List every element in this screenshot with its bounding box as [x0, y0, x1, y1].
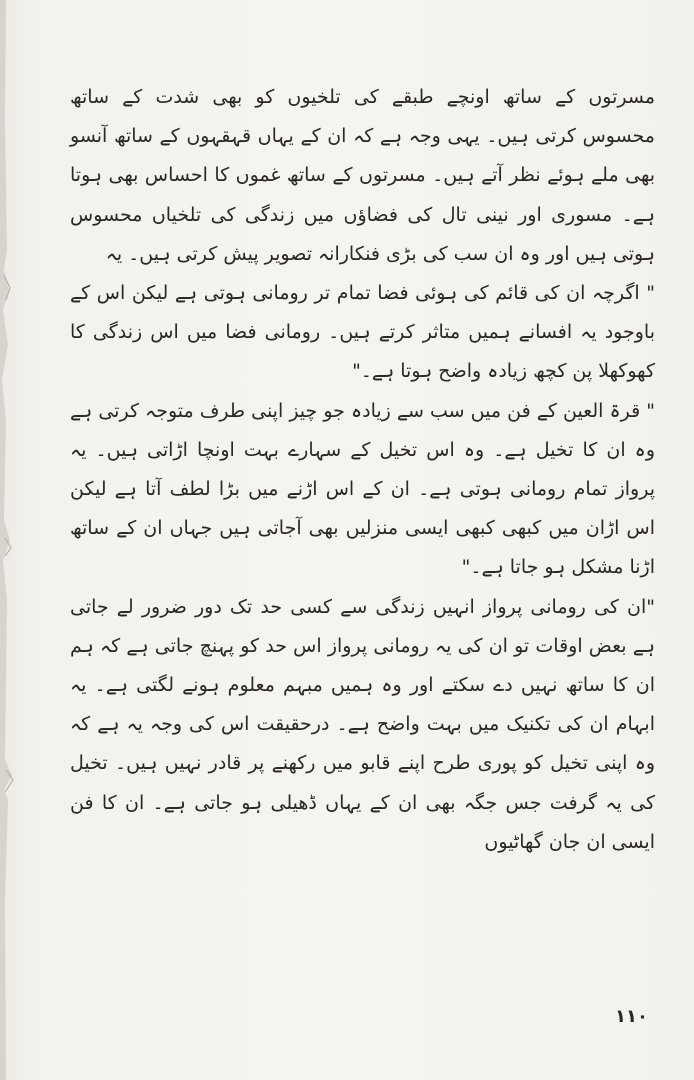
- paragraph-3-quote: " قرۃ العین کے فن میں سب سے زیادہ جو چیز اپنی طرف متوجہ کرتی ہے وہ ان کا تخیل ہے۔ وہ اس تخیل کے سہارے بہت اونچا اڑاتی ہیں۔ یہ پرواز تمام رومانی ہوتی ہے۔ ان کے اس اڑنے میں بڑا لطف آتا ہے لیکن اس اڑان میں کبھی کبھی ایسی منزلیں بھی آجاتی ہیں جہاں ان کے ساتھ اڑنا مشکل ہو جاتا ہے۔": [70, 399, 655, 579]
- paragraph-1: مسرتوں کے ساتھ اونچے طبقے کی تلخیوں کو بھی شدت کے ساتھ محسوس کرتی ہیں۔ یہی وجہ ہے کہ ان کے یہاں قہقہوں کے ساتھ آنسو بھی ملے ہوئے نظر آتے ہیں۔ مسرتوں کے ساتھ غموں کا احساس بھی ہوتا ہے۔ مسوری اور نینی تال کی فضاؤں میں زندگی کی تلخیاں محسوس ہوتی ہیں اور وہ ان سب کی بڑی فنکارانہ تصویر پیش کرتی ہیں۔ یہ: [70, 86, 655, 265]
- page-number: ۱۱۰: [615, 1006, 648, 1027]
- torn-page-edge: [0, 0, 22, 1080]
- paragraph-4-quote: "ان کی رومانی پرواز انہیں زندگی سے کسی حد تک دور ضرور لے جاتی ہے بعض اوقات تو ان کی یہ رومانی پرواز اس حد کو پہنچ جاتی ہے کہ ہم ان کا ساتھ نہیں دے سکتے اور وہ ہمیں مبہم معلوم ہونے لگتی ہے۔ یہ ابہام ان کی تکنیک میں بہت واضح ہے۔ درحقیقت اس کی وجہ یہ ہے کہ وہ اپنی تخیل کو پوری طرح اپنے قابو میں رکھنے پر قادر نہیں ہیں۔ تخیل کی یہ گرفت جس جگہ بھی ان کے یہاں ڈھیلی ہو جاتی ہے۔ ان کا فن ایسی ان جان گھاٹیوں: [70, 595, 655, 853]
- paragraph-2-quote: " اگرچہ ان کی قائم کی ہوئی فضا تمام تر رومانی ہوتی ہے لیکن اس کے باوجود یہ افسانے ہمیں متاثر کرتے ہیں۔ رومانی فضا میں اس زندگی کا کھوکھلا پن کچھ زیادہ واضح ہوتا ہے۔": [70, 282, 655, 383]
- main-text: [70, 78, 655, 862]
